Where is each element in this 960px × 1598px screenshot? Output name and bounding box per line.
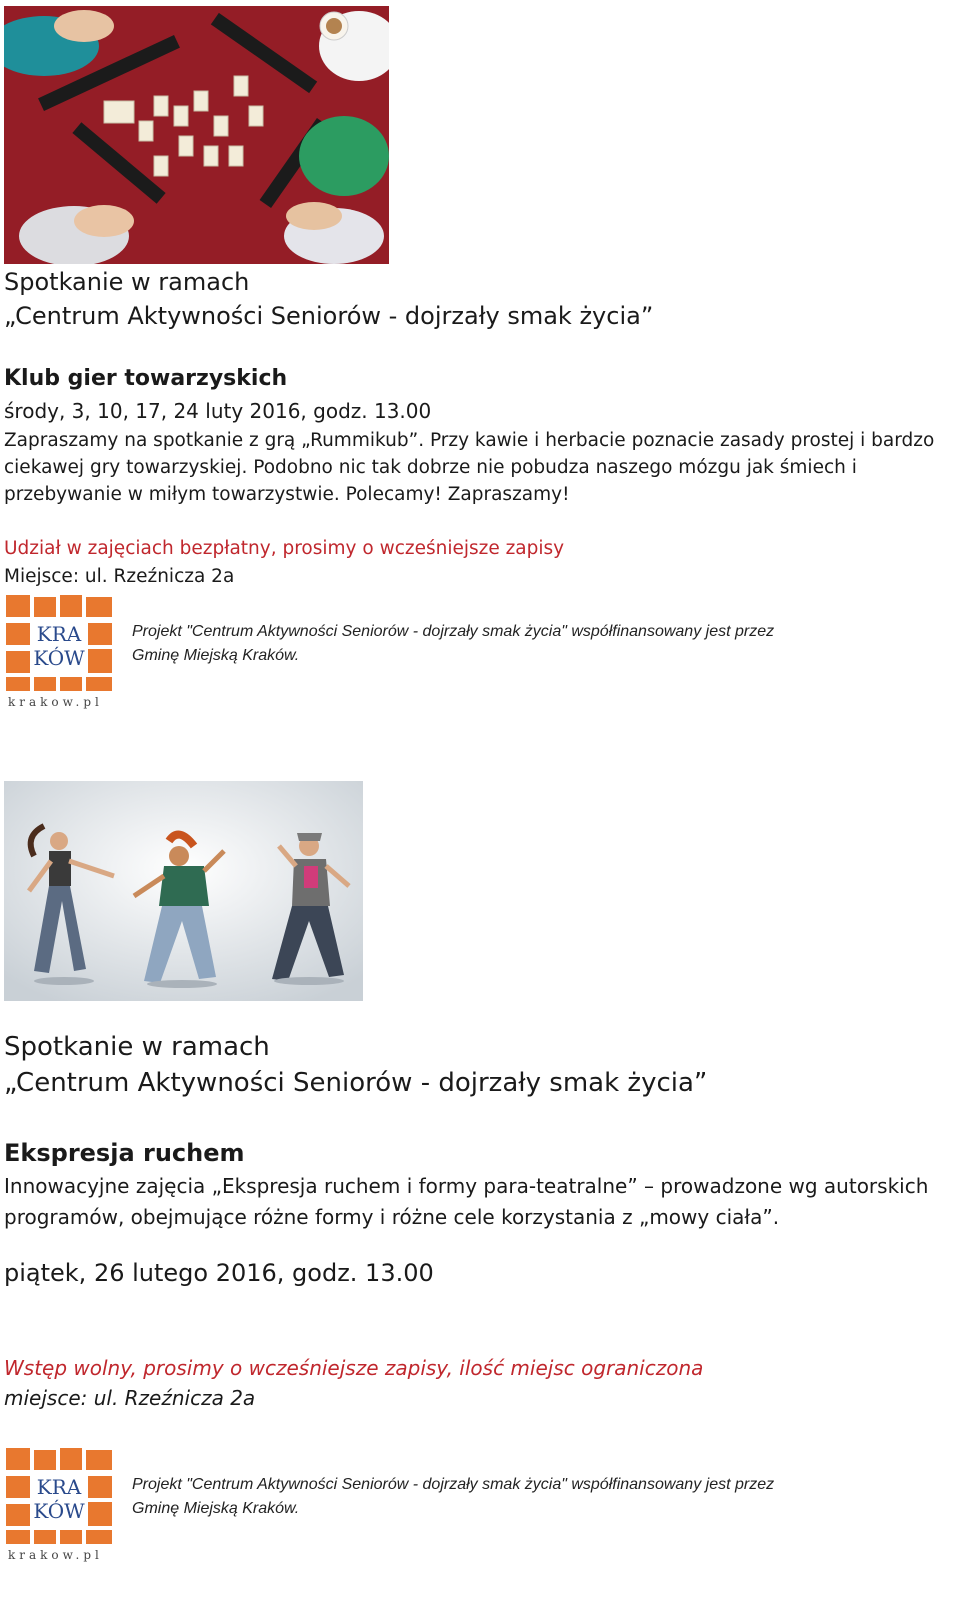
logo-caption-2: krakow.pl [8,1548,103,1562]
event2-desc-line2: programów, obejmujące różne formy i różne cele korzystania z „mowy ciała”. [4,1205,780,1229]
event2-title: Ekspresja ruchem [4,1139,245,1167]
event2-funding-line2: Gminę Miejską Kraków. [132,1500,300,1517]
event1-funding-line1: Projekt "Centrum Aktywności Seniorów - dojrzały smak życia" współfinansowany jest przez [132,623,775,640]
event1-place: Miejsce: ul. Rzeźnicza 2a [4,566,235,587]
event1-date: środy, 3, 10, 17, 24 luty 2016, godz. 13.00 [4,399,432,423]
event2-date: piątek, 26 lutego 2016, godz. 13.00 [4,1259,434,1287]
logo-caption: krakow.pl [8,695,103,709]
rummikub-photo [4,6,389,264]
event1-title: Klub gier towarzyskich [4,366,288,391]
logo-text-kow-2: KÓW [33,1499,85,1523]
event2-place: miejsce: ul. Rzeźnicza 2a [4,1386,256,1410]
krakow-logo-2 [4,1446,116,1568]
event1-desc-line3: przebywanie w miłym towarzystwie. Polecamy! Zapraszamy! [4,484,570,505]
event2-notice: Wstęp wolny, prosimy o wcześniejsze zapisy, ilość miejsc ograniczona [4,1356,704,1380]
event1-notice: Udział w zajęciach bezpłatny, prosimy o wcześniejsze zapisy [4,538,565,559]
krakow-logo [4,593,116,715]
logo-text-kra-2: KRA [36,1475,82,1499]
event1-desc-line2: ciekawej gry towarzyskiej. Podobno nic tak dobrze nie pobudza naszego mózgu jak śmiech i [4,457,857,478]
event1-intro-line2: „Centrum Aktywności Seniorów - dojrzały smak życia” [4,302,654,330]
dancers-photo [4,781,363,1001]
logo-text-kow: KÓW [33,646,85,670]
event1-funding-line2: Gminę Miejską Kraków. [132,647,300,664]
event2-intro-line1: Spotkanie w ramach [4,1032,270,1062]
event1-desc-line1: Zapraszamy na spotkanie z grą „Rummikub”. Przy kawie i herbacie poznacie zasady prostej i bardzo [4,430,935,451]
event2-intro-line2: „Centrum Aktywności Seniorów - dojrzały smak życia” [4,1068,708,1098]
logo-text-kra: KRA [36,622,82,646]
event1-intro-line1: Spotkanie w ramach [4,268,250,296]
event2-funding-line1: Projekt "Centrum Aktywności Seniorów - dojrzały smak życia" współfinansowany jest przez [132,1476,775,1493]
event2-desc-line1: Innowacyjne zajęcia „Ekspresja ruchem i formy para-teatralne” – prowadzone wg autorskich [4,1174,929,1198]
